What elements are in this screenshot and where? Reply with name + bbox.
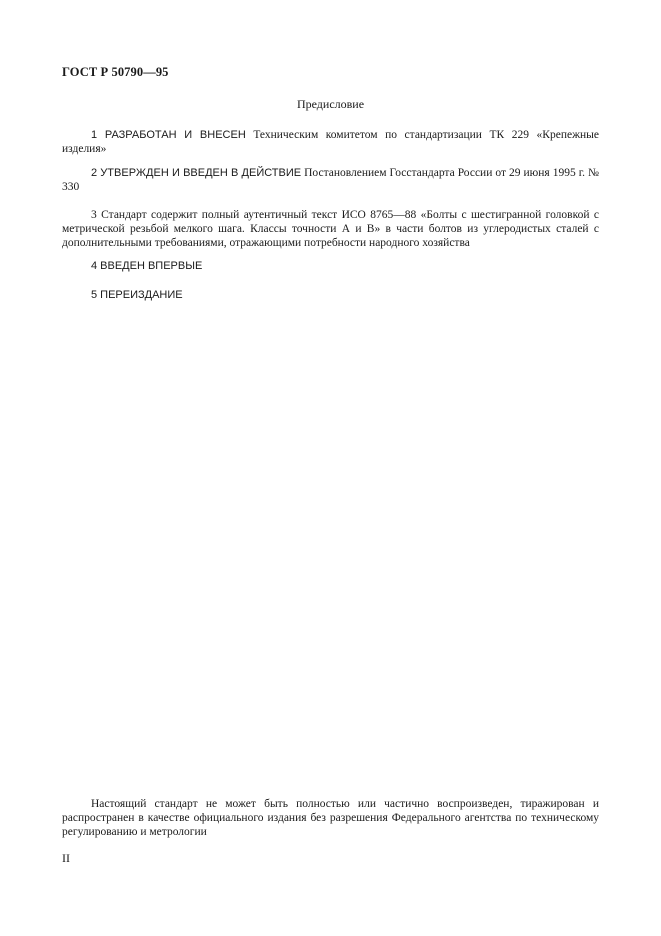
foreword-item-4 xyxy=(62,259,599,273)
item-2-text: Постановлением Госстандарта России от 29 июня 1995 г. № 330 xyxy=(62,167,599,193)
item-4-lead: 4 ВВЕДЕН ВПЕРВЫЕ xyxy=(91,260,203,272)
copyright-notice: Настоящий стандарт не может быть полностью или частично воспроизведен, тиражирован и распространен в качестве официального издания без разрешения Федерального агентства по техническому регулированию и метрологии xyxy=(62,798,599,838)
foreword-item-2 xyxy=(62,166,599,194)
document-code: ГОСТ Р 50790—95 xyxy=(62,65,169,79)
item-5-lead: 5 ПЕРЕИЗДАНИЕ xyxy=(91,289,183,301)
foreword-item-3 xyxy=(62,208,599,250)
section-title-foreword: Предисловие xyxy=(296,97,365,111)
item-1-lead: 1 РАЗРАБОТАН И ВНЕСЕН xyxy=(91,129,246,141)
item-1-text: Техническим комитетом по стандартизации ТК 229 «Крепежные изделия» xyxy=(62,129,600,155)
foreword-item-1 xyxy=(62,128,599,156)
item-3-text: 3 Стандарт содержит полный аутентичный текст ИСО 8765—88 «Болты с шестигранной головкой с метрической резьбой мелкого шага. Классы точности А и В» в части болтов из углеродистых сталей с дополнительными требованиями, отражающими потребности народного хозяйства xyxy=(62,209,599,249)
item-2-lead: 2 УТВЕРЖДЕН И ВВЕДЕН В ДЕЙСТВИЕ xyxy=(91,167,302,179)
page-number: II xyxy=(62,851,70,865)
foreword-item-5 xyxy=(62,288,599,302)
